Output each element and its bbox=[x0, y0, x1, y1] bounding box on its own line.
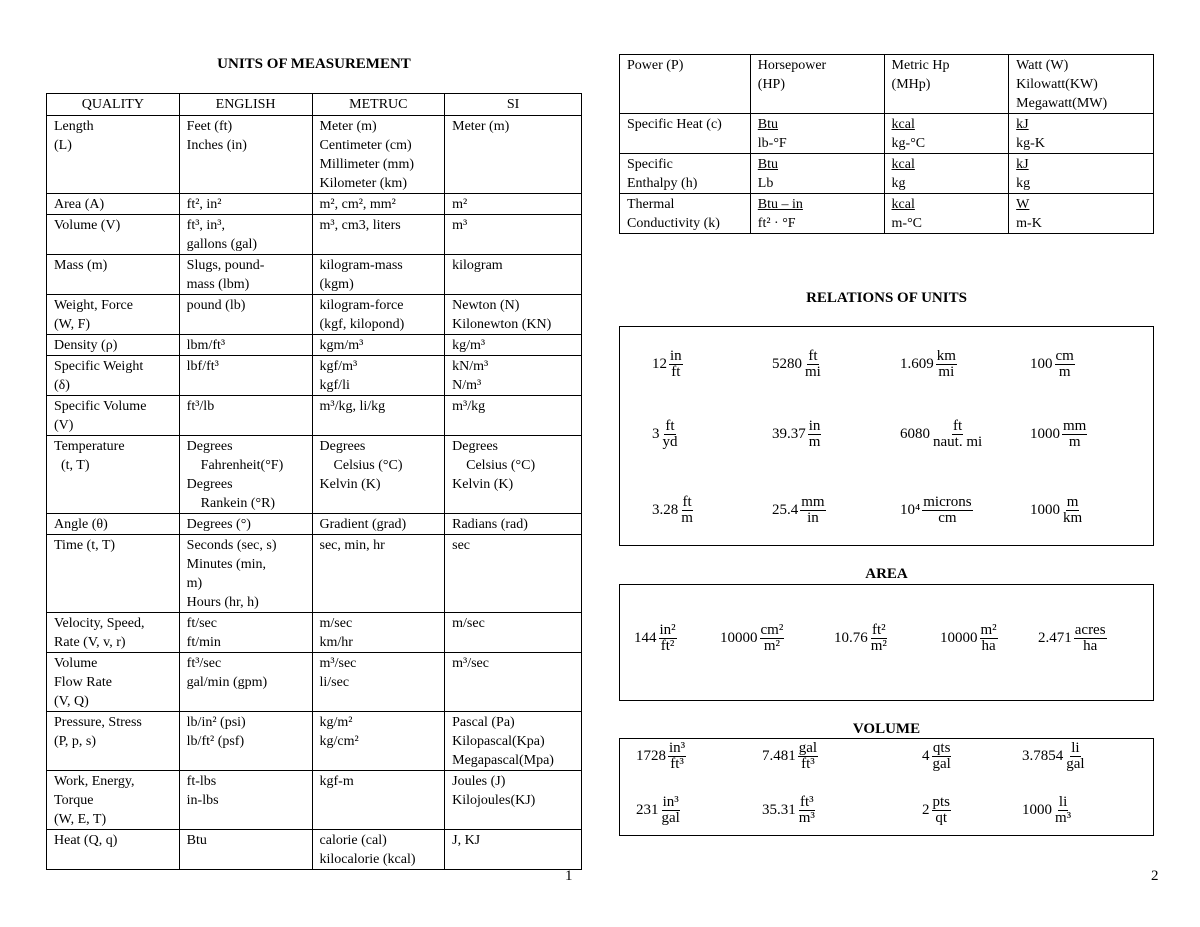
unit-relation bbox=[1030, 495, 1083, 526]
table-row bbox=[620, 55, 1154, 114]
table-cell: Thermal Conductivity (k) bbox=[620, 194, 751, 234]
fraction-numerator: ft bbox=[665, 418, 675, 434]
relation-fraction bbox=[922, 495, 972, 526]
table-cell: Pressure, Stress (P, p, s) bbox=[47, 712, 180, 771]
fraction-denominator: m³ bbox=[1055, 810, 1072, 826]
relation-fraction bbox=[804, 349, 822, 380]
unit-relation bbox=[652, 349, 683, 380]
relation-coefficient: 2.471 bbox=[1038, 630, 1072, 646]
fraction-numerator: Btu – in bbox=[757, 197, 803, 212]
relation-coefficient: 7.481 bbox=[762, 748, 796, 764]
fraction-numerator: Btu bbox=[757, 117, 779, 132]
table-cell: Btu bbox=[179, 830, 312, 870]
table-cell: m³/sec li/sec bbox=[312, 653, 445, 712]
fraction-denominator: m² bbox=[763, 638, 780, 654]
table-cell: kcal m-°C bbox=[884, 194, 1009, 234]
table-cell: ft/sec ft/min bbox=[179, 613, 312, 653]
header-cell: ENGLISH bbox=[179, 94, 312, 116]
table-cell: kJ kg bbox=[1009, 154, 1154, 194]
relation-fraction bbox=[760, 623, 785, 654]
table-cell: Metric Hp (MHp) bbox=[884, 55, 1009, 114]
table-cell: calorie (cal) kilocalorie (kcal) bbox=[312, 830, 445, 870]
fraction-numerator: Btu bbox=[757, 157, 779, 172]
volume-box bbox=[619, 738, 1154, 836]
fraction-numerator: in³ bbox=[662, 794, 679, 810]
relation-fraction bbox=[808, 419, 822, 450]
unit-relation bbox=[634, 623, 677, 654]
table-cell: Angle (θ) bbox=[47, 514, 180, 535]
table-row bbox=[47, 215, 582, 255]
fraction-numerator: microns bbox=[923, 494, 972, 510]
fraction-numerator: cm² bbox=[760, 622, 784, 638]
table-cell: Joules (J) Kilojoules(KJ) bbox=[445, 771, 582, 830]
unit-relation bbox=[900, 419, 983, 450]
relation-coefficient: 2 bbox=[922, 802, 930, 818]
table-cell: Degrees Celsius (°C) Kelvin (K) bbox=[312, 436, 445, 514]
fraction-numerator: pts bbox=[932, 794, 951, 810]
table-cell: kilogram-force (kgf, kilopond) bbox=[312, 295, 445, 335]
unit-relation bbox=[940, 623, 998, 654]
table-cell: Time (t, T) bbox=[47, 535, 180, 613]
unit-relation bbox=[900, 495, 973, 526]
fraction-numerator: ft bbox=[682, 494, 692, 510]
table-cell: ft³/sec gal/min (gpm) bbox=[179, 653, 312, 712]
units-table bbox=[46, 93, 582, 870]
table-cell: kJ kg-K bbox=[1009, 114, 1154, 154]
unit-relation bbox=[652, 419, 679, 450]
table-cell: m/sec bbox=[445, 613, 582, 653]
table-row bbox=[47, 396, 582, 436]
unit-relation bbox=[900, 349, 957, 380]
table-cell: Specific Volume (V) bbox=[47, 396, 180, 436]
fraction-numerator: W bbox=[1016, 197, 1030, 212]
relation-coefficient: 3.28 bbox=[652, 502, 679, 518]
relation-fraction bbox=[1062, 419, 1087, 450]
relation-fraction bbox=[1062, 495, 1083, 526]
relation-coefficient: 10000 bbox=[720, 630, 758, 646]
table-row bbox=[47, 535, 582, 613]
fraction-denominator: m³ bbox=[798, 810, 815, 826]
fraction-numerator: in bbox=[808, 418, 821, 434]
relation-fraction bbox=[668, 741, 686, 772]
unit-relation bbox=[636, 795, 681, 826]
table-row bbox=[47, 613, 582, 653]
table-cell: Velocity, Speed, Rate (V, v, r) bbox=[47, 613, 180, 653]
table-cell: kcal kg-°C bbox=[884, 114, 1009, 154]
unit-relation bbox=[772, 495, 826, 526]
fraction-numerator: kJ bbox=[1016, 157, 1029, 172]
table-cell: m³/kg, li/kg bbox=[312, 396, 445, 436]
table-row bbox=[620, 154, 1154, 194]
relation-coefficient: 10.76 bbox=[834, 630, 868, 646]
relation-coefficient: 144 bbox=[634, 630, 657, 646]
header-cell: SI bbox=[445, 94, 582, 116]
relation-fraction bbox=[798, 741, 818, 772]
table-cell: Meter (m) bbox=[445, 116, 582, 194]
fraction-numerator: acres bbox=[1074, 622, 1106, 638]
fraction-numerator: qts bbox=[932, 740, 951, 756]
unit-relation bbox=[922, 795, 951, 826]
fraction-numerator: ft³ bbox=[800, 794, 814, 810]
table-cell: Specific Heat (c) bbox=[620, 114, 751, 154]
table-cell: Specific Weight (δ) bbox=[47, 356, 180, 396]
unit-relation bbox=[1022, 741, 1086, 772]
relation-coefficient: 6080 bbox=[900, 426, 930, 442]
table-cell: Volume (V) bbox=[47, 215, 180, 255]
unit-relation bbox=[762, 741, 818, 772]
unit-relation bbox=[834, 623, 888, 654]
relation-fraction bbox=[1065, 741, 1085, 772]
table-cell: Gradient (grad) bbox=[312, 514, 445, 535]
page-title-units: UNITS OF MEASUREMENT bbox=[217, 56, 411, 72]
relation-coefficient: 5280 bbox=[772, 356, 802, 372]
fraction-numerator: in³ bbox=[669, 740, 686, 756]
table-cell: J, KJ bbox=[445, 830, 582, 870]
table-row bbox=[47, 335, 582, 356]
table-cell: m³ bbox=[445, 215, 582, 255]
fraction-numerator: mm bbox=[801, 494, 825, 510]
fraction-denominator: ha bbox=[1083, 638, 1098, 654]
fraction-numerator: kcal bbox=[891, 117, 915, 132]
relation-coefficient: 4 bbox=[922, 748, 930, 764]
fraction-denominator: gal bbox=[932, 756, 951, 772]
table-row bbox=[47, 194, 582, 215]
table-cell: ft-lbs in-lbs bbox=[179, 771, 312, 830]
table-cell: kN/m³ N/m³ bbox=[445, 356, 582, 396]
relation-fraction bbox=[661, 795, 681, 826]
fraction-denominator: yd bbox=[662, 434, 678, 450]
relation-coefficient: 3 bbox=[652, 426, 660, 442]
table-cell: Feet (ft) Inches (in) bbox=[179, 116, 312, 194]
table-cell: Power (P) bbox=[620, 55, 751, 114]
relation-coefficient: 1000 bbox=[1022, 802, 1052, 818]
fraction-denominator: m bbox=[1068, 434, 1081, 450]
table-cell: Radians (rad) bbox=[445, 514, 582, 535]
table-row bbox=[47, 771, 582, 830]
table-cell: m³/kg bbox=[445, 396, 582, 436]
fraction-denominator: gal bbox=[1066, 756, 1085, 772]
relation-coefficient: 35.31 bbox=[762, 802, 796, 818]
table-row bbox=[47, 356, 582, 396]
relation-coefficient: 10000 bbox=[940, 630, 978, 646]
fraction-numerator: cm bbox=[1055, 348, 1074, 364]
relation-fraction bbox=[932, 795, 952, 826]
page-number-2: 2 bbox=[1151, 868, 1159, 884]
relation-coefficient: 231 bbox=[636, 802, 659, 818]
header-cell: METRUC bbox=[312, 94, 445, 116]
unit-relation bbox=[720, 623, 784, 654]
table-cell: m² bbox=[445, 194, 582, 215]
table-cell: Seconds (sec, s) Minutes (min, m) Hours (hr, h) bbox=[179, 535, 312, 613]
fraction-denominator: ha bbox=[981, 638, 996, 654]
thermal-units-table bbox=[619, 54, 1154, 234]
fraction-numerator: km bbox=[936, 348, 956, 364]
fraction-denominator: naut. mi bbox=[933, 434, 983, 450]
table-cell: Btu lb-°F bbox=[750, 114, 884, 154]
fraction-numerator: kJ bbox=[1016, 117, 1029, 132]
unit-relation bbox=[922, 741, 952, 772]
table-cell: kgf/m³ kgf/li bbox=[312, 356, 445, 396]
fraction-numerator: li bbox=[1058, 794, 1068, 810]
fraction-numerator: m bbox=[1066, 494, 1079, 510]
relation-coefficient: 1728 bbox=[636, 748, 666, 764]
table-cell: ft², in² bbox=[179, 194, 312, 215]
relation-fraction bbox=[932, 741, 952, 772]
table-cell: Heat (Q, q) bbox=[47, 830, 180, 870]
table-row bbox=[47, 653, 582, 712]
fraction-denominator: ft³ bbox=[801, 756, 815, 772]
fraction-numerator: kcal bbox=[891, 197, 915, 212]
relation-coefficient: 39.37 bbox=[772, 426, 806, 442]
unit-relation bbox=[772, 419, 821, 450]
table-cell: Horsepower (HP) bbox=[750, 55, 884, 114]
table-cell: kgm/m³ bbox=[312, 335, 445, 356]
table-cell: m², cm², mm² bbox=[312, 194, 445, 215]
table-cell: Watt (W) Kilowatt(KW) Megawatt(MW) bbox=[1009, 55, 1154, 114]
table-cell: Meter (m) Centimeter (cm) Millimeter (mm) Kilometer (km) bbox=[312, 116, 445, 194]
relation-fraction bbox=[1055, 349, 1075, 380]
unit-relation bbox=[1022, 795, 1072, 826]
table-cell: Length (L) bbox=[47, 116, 180, 194]
fraction-denominator: m² bbox=[870, 638, 887, 654]
fraction-numerator: in bbox=[670, 348, 682, 364]
unit-relation bbox=[762, 795, 816, 826]
area-box bbox=[619, 584, 1154, 701]
table-cell: kg/m² kg/cm² bbox=[312, 712, 445, 771]
relation-coefficient: 25.4 bbox=[772, 502, 799, 518]
relations-title: RELATIONS OF UNITS bbox=[806, 290, 967, 306]
relation-coefficient: 1.609 bbox=[900, 356, 934, 372]
fraction-denominator: qt bbox=[935, 810, 948, 826]
fraction-numerator: mm bbox=[1063, 418, 1087, 434]
fraction-numerator: gal bbox=[798, 740, 818, 756]
table-cell: lbm/ft³ bbox=[179, 335, 312, 356]
fraction-denominator: m bbox=[1058, 364, 1071, 380]
fraction-denominator: ft bbox=[671, 364, 681, 380]
table-cell: Weight, Force (W, F) bbox=[47, 295, 180, 335]
table-cell: Degrees Celsius (°C) Kelvin (K) bbox=[445, 436, 582, 514]
table-cell: Degrees (°) bbox=[179, 514, 312, 535]
fraction-numerator: ft bbox=[953, 418, 963, 434]
relation-fraction bbox=[800, 495, 825, 526]
table-cell: ft³/lb bbox=[179, 396, 312, 436]
relation-fraction bbox=[980, 623, 998, 654]
table-cell: lbf/ft³ bbox=[179, 356, 312, 396]
relation-fraction bbox=[659, 623, 677, 654]
table-row bbox=[620, 114, 1154, 154]
table-cell: Temperature (t, T) bbox=[47, 436, 180, 514]
table-cell: ft³, in³, gallons (gal) bbox=[179, 215, 312, 255]
page-number-1: 1 bbox=[565, 868, 573, 884]
table-cell: sec bbox=[445, 535, 582, 613]
table-cell: Volume Flow Rate (V, Q) bbox=[47, 653, 180, 712]
table-cell: Density (ρ) bbox=[47, 335, 180, 356]
table-cell: m/sec km/hr bbox=[312, 613, 445, 653]
unit-relation bbox=[1030, 419, 1087, 450]
table-cell: Work, Energy, Torque (W, E, T) bbox=[47, 771, 180, 830]
volume-title: VOLUME bbox=[852, 721, 921, 737]
header-cell: QUALITY bbox=[47, 94, 180, 116]
table-cell: Slugs, pound- mass (lbm) bbox=[179, 255, 312, 295]
table-row bbox=[47, 295, 582, 335]
table-cell: Btu – in ft² · °F bbox=[750, 194, 884, 234]
table-cell: Btu Lb bbox=[750, 154, 884, 194]
unit-relation bbox=[772, 349, 822, 380]
fraction-denominator: km bbox=[1063, 510, 1083, 526]
fraction-numerator: ft bbox=[808, 348, 818, 364]
table-row bbox=[47, 116, 582, 194]
table-row bbox=[47, 436, 582, 514]
table-row bbox=[620, 194, 1154, 234]
relation-fraction bbox=[669, 349, 683, 380]
relation-coefficient: 1000 bbox=[1030, 426, 1060, 442]
fraction-denominator: ft³ bbox=[670, 756, 684, 772]
relation-fraction bbox=[680, 495, 694, 526]
fraction-numerator: in² bbox=[659, 622, 676, 638]
unit-relation bbox=[636, 741, 686, 772]
table-cell: kg/m³ bbox=[445, 335, 582, 356]
table-row bbox=[47, 830, 582, 870]
fraction-denominator: m bbox=[808, 434, 821, 450]
table-row bbox=[47, 514, 582, 535]
table-cell: W m-K bbox=[1009, 194, 1154, 234]
relation-fraction bbox=[932, 419, 983, 450]
table-row bbox=[47, 255, 582, 295]
relation-coefficient: 100 bbox=[1030, 356, 1053, 372]
table-cell: Area (A) bbox=[47, 194, 180, 215]
relation-coefficient: 12 bbox=[652, 356, 667, 372]
relation-fraction bbox=[1054, 795, 1072, 826]
area-title: AREA bbox=[865, 566, 908, 582]
table-cell: pound (lb) bbox=[179, 295, 312, 335]
unit-relation bbox=[652, 495, 694, 526]
units-table-header bbox=[47, 94, 582, 116]
fraction-numerator: li bbox=[1071, 740, 1080, 756]
fraction-numerator: m² bbox=[980, 622, 997, 638]
relation-fraction bbox=[1074, 623, 1107, 654]
relation-coefficient: 3.7854 bbox=[1022, 748, 1064, 764]
table-cell: Newton (N) Kilonewton (KN) bbox=[445, 295, 582, 335]
relation-fraction bbox=[662, 419, 679, 450]
table-cell: Specific Enthalpy (h) bbox=[620, 154, 751, 194]
table-cell: kilogram bbox=[445, 255, 582, 295]
table-cell: kcal kg bbox=[884, 154, 1009, 194]
table-cell: m³, cm3, liters bbox=[312, 215, 445, 255]
fraction-denominator: mi bbox=[805, 364, 821, 380]
relation-fraction bbox=[870, 623, 888, 654]
table-cell: sec, min, hr bbox=[312, 535, 445, 613]
fraction-denominator: gal bbox=[661, 810, 680, 826]
table-cell: m³/sec bbox=[445, 653, 582, 712]
relation-coefficient: 1000 bbox=[1030, 502, 1060, 518]
table-cell: Mass (m) bbox=[47, 255, 180, 295]
table-cell: kgf-m bbox=[312, 771, 445, 830]
fraction-denominator: ft² bbox=[660, 638, 675, 654]
table-cell: Pascal (Pa) Kilopascal(Kpa) Megapascal(Mpa) bbox=[445, 712, 582, 771]
fraction-denominator: in bbox=[807, 510, 819, 526]
table-cell: Degrees Fahrenheit(°F) Degrees Rankein (°R) bbox=[179, 436, 312, 514]
table-cell: lb/in² (psi) lb/ft² (psf) bbox=[179, 712, 312, 771]
unit-relation bbox=[1038, 623, 1107, 654]
relation-coefficient: 10⁴ bbox=[900, 502, 921, 518]
fraction-denominator: mi bbox=[938, 364, 955, 380]
fraction-numerator: ft² bbox=[872, 622, 886, 638]
unit-relation bbox=[1030, 349, 1075, 380]
fraction-denominator: cm bbox=[938, 510, 957, 526]
relations-box bbox=[619, 326, 1154, 546]
table-row bbox=[47, 712, 582, 771]
table-cell: kilogram-mass (kgm) bbox=[312, 255, 445, 295]
fraction-denominator: m bbox=[681, 510, 693, 526]
relation-fraction bbox=[936, 349, 957, 380]
relation-fraction bbox=[798, 795, 816, 826]
fraction-numerator: kcal bbox=[891, 157, 915, 172]
